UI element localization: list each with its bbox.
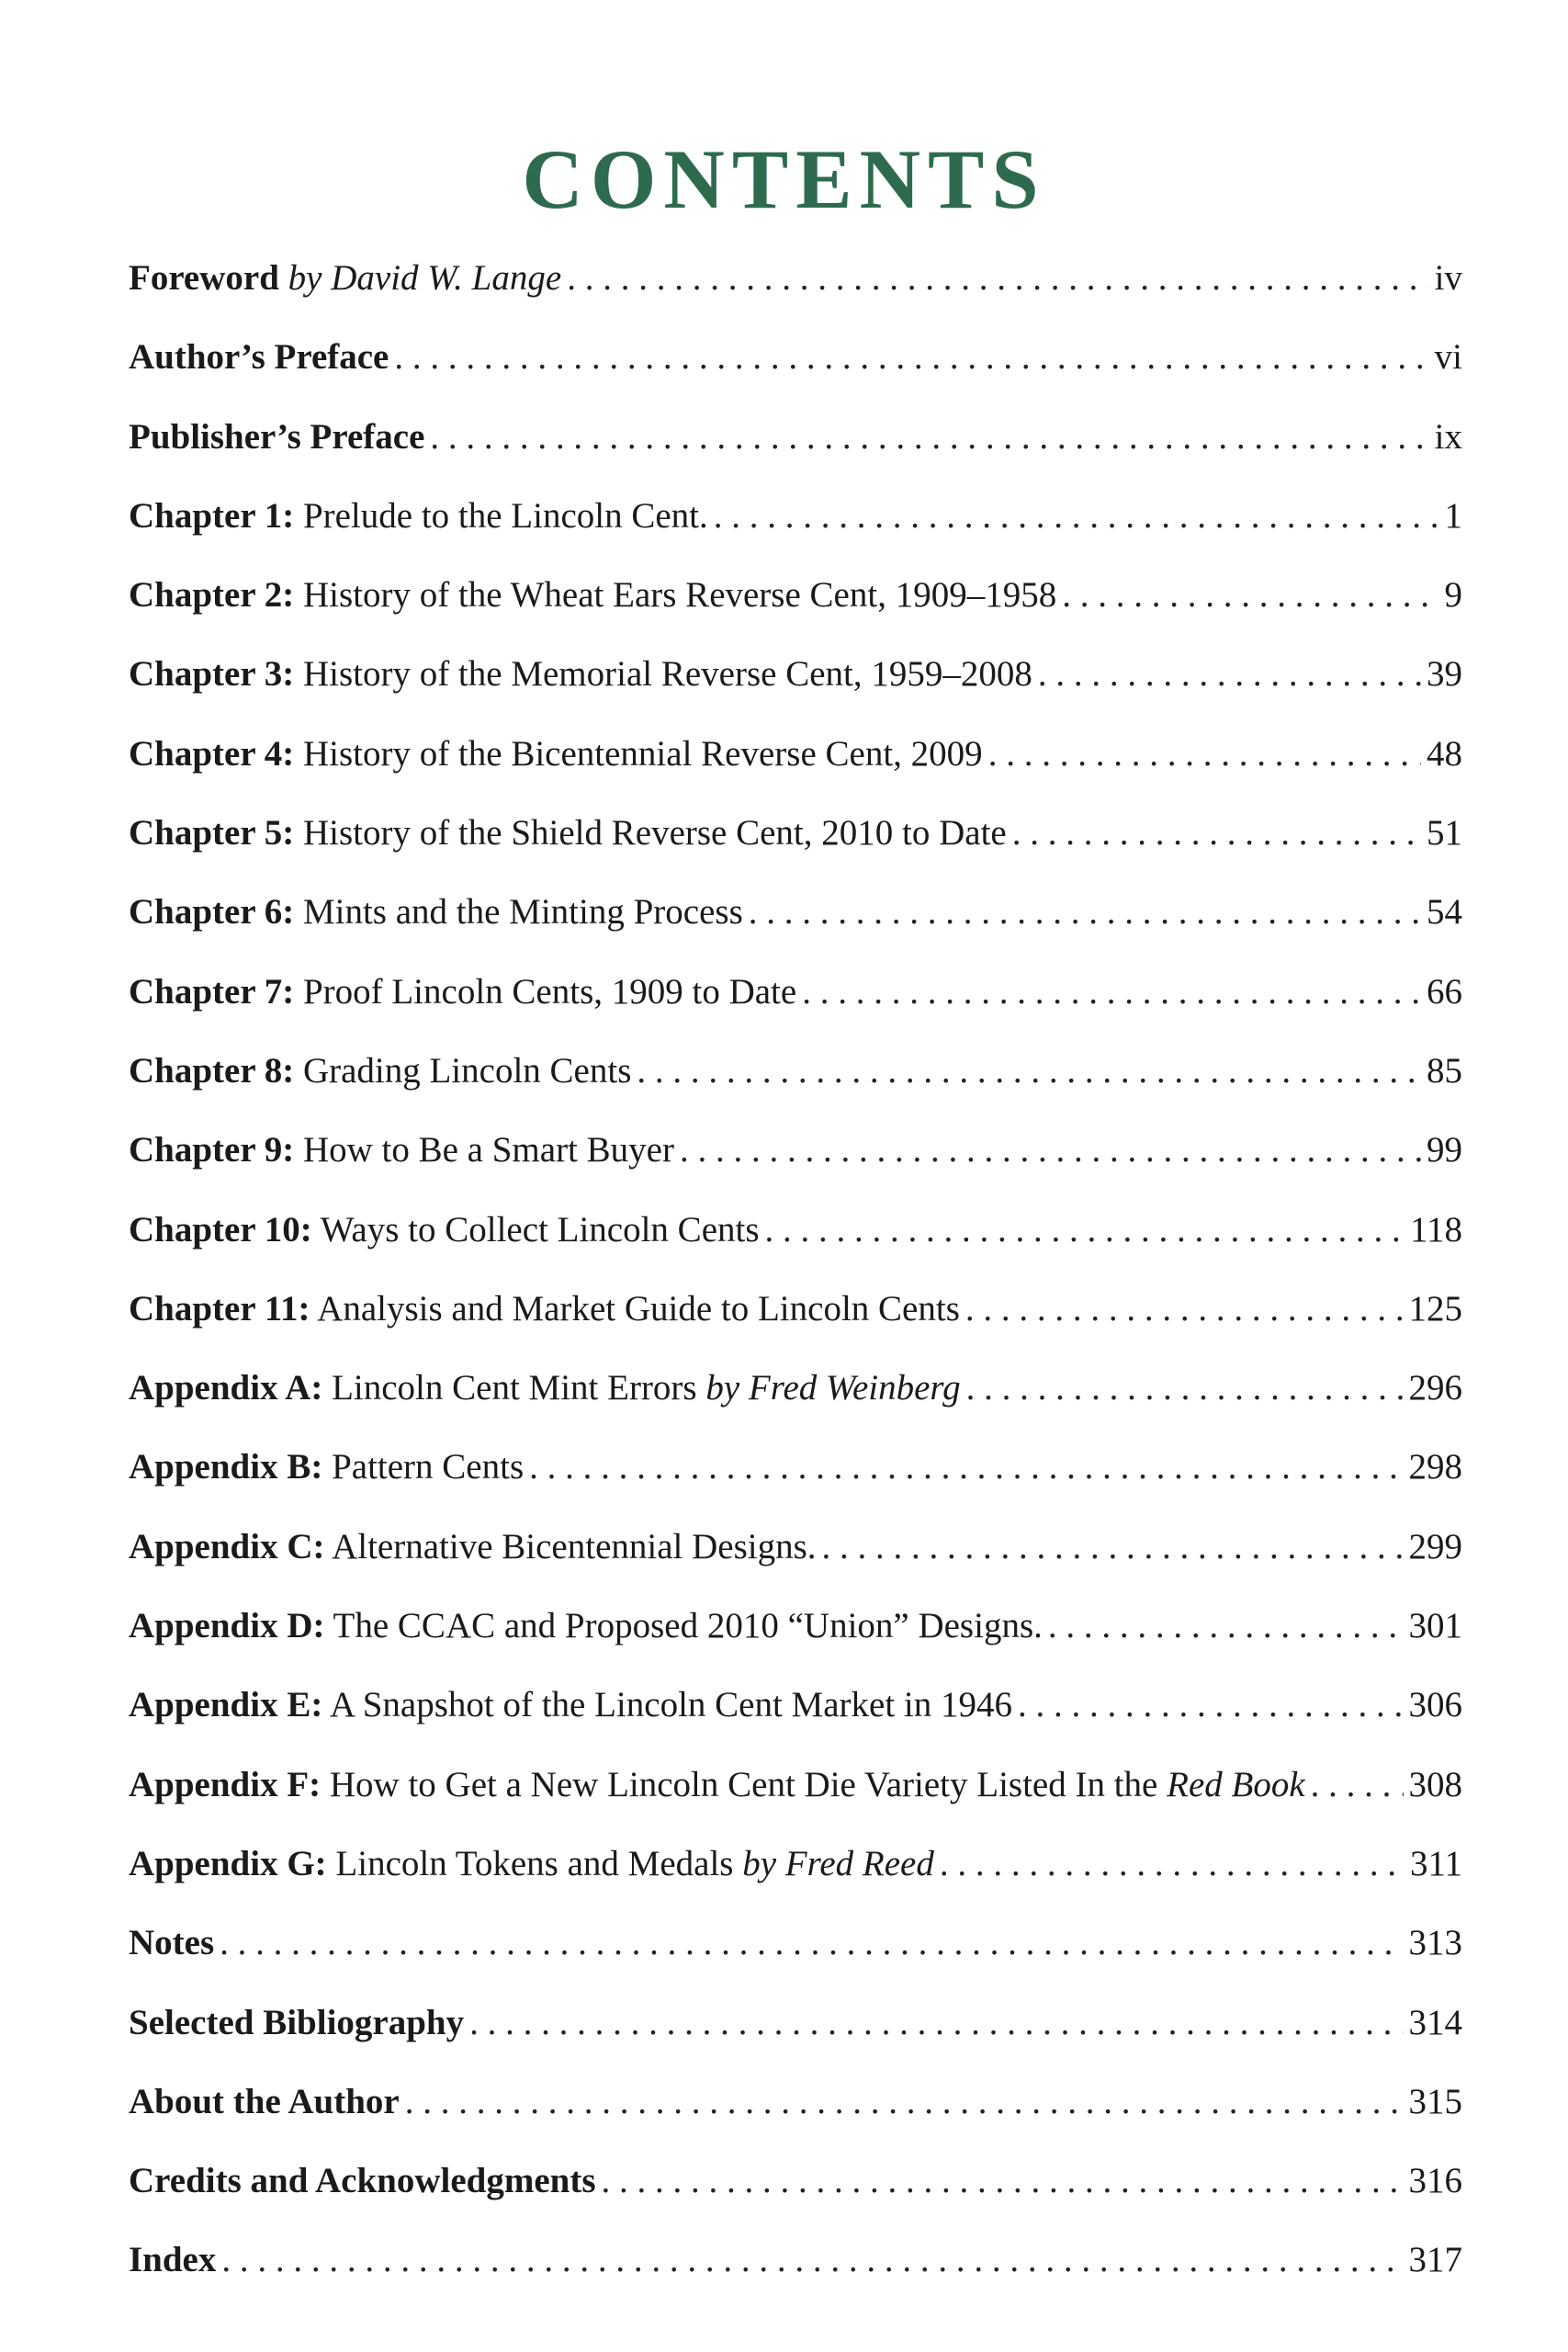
entry-title: Grading Lincoln Cents bbox=[302, 1050, 632, 1091]
toc-entry-appendix-b[interactable] bbox=[129, 1428, 1462, 1507]
entry-label: Appendix C: bbox=[129, 1526, 325, 1566]
entry-label: Appendix E: bbox=[129, 1685, 323, 1725]
entry-label: Chapter 8: bbox=[129, 1050, 295, 1091]
dot-leader bbox=[765, 1191, 1404, 1270]
entry-label: Publisher’s Preface bbox=[129, 416, 425, 457]
entry-page-number: 66 bbox=[1427, 971, 1462, 1012]
entry-page-number: 1 bbox=[1444, 495, 1462, 536]
entry-text bbox=[129, 953, 796, 1032]
toc-entry-appendix-f[interactable] bbox=[129, 1746, 1462, 1825]
entry-text bbox=[129, 1825, 934, 1904]
dot-leader bbox=[714, 477, 1439, 556]
entry-label: Chapter 4: bbox=[129, 733, 295, 774]
toc-entry-chapter-6[interactable] bbox=[129, 873, 1462, 952]
entry-text bbox=[129, 794, 1007, 873]
entry-page-number: 54 bbox=[1427, 892, 1462, 933]
entry-label: Chapter 6: bbox=[129, 892, 295, 933]
dot-leader bbox=[1311, 1746, 1404, 1825]
dot-leader bbox=[602, 2142, 1404, 2221]
toc-entry-appendix-d[interactable] bbox=[129, 1587, 1462, 1666]
toc-entry-chapter-4[interactable] bbox=[129, 715, 1462, 794]
toc-entry-chapter-2[interactable] bbox=[129, 556, 1462, 635]
entry-title: Mints and the Minting Process bbox=[302, 892, 743, 933]
dot-leader bbox=[394, 318, 1428, 397]
entry-page-number: iv bbox=[1434, 258, 1462, 298]
entry-title: History of the Wheat Ears Reverse Cent, 1909–1958 bbox=[302, 575, 1057, 616]
entry-text bbox=[129, 1904, 214, 1983]
entry-page-number: 51 bbox=[1427, 813, 1462, 854]
toc-entry-chapter-5[interactable] bbox=[129, 794, 1462, 873]
toc-entry-chapter-7[interactable] bbox=[129, 953, 1462, 1032]
toc-entry-chapter-9[interactable] bbox=[129, 1111, 1462, 1190]
toc-entry-authors-preface[interactable] bbox=[129, 318, 1462, 397]
entry-text bbox=[129, 715, 983, 794]
entry-text bbox=[129, 1191, 760, 1270]
entry-title: Proof Lincoln Cents, 1909 to Date bbox=[302, 971, 797, 1012]
entry-byline: by Fred Reed bbox=[742, 1843, 934, 1883]
entry-text bbox=[129, 1349, 961, 1428]
dot-leader bbox=[1018, 1666, 1403, 1745]
toc-entry-appendix-e[interactable] bbox=[129, 1666, 1462, 1745]
dot-leader bbox=[405, 2063, 1404, 2142]
entry-label: Chapter 2: bbox=[129, 575, 295, 616]
toc-entry-selected-bibliography[interactable] bbox=[129, 1984, 1462, 2063]
entry-label: Foreword bbox=[129, 258, 279, 298]
entry-page-number: 39 bbox=[1427, 654, 1462, 695]
entry-label: Appendix B: bbox=[129, 1447, 323, 1487]
entry-label: Author’s Preface bbox=[129, 337, 389, 378]
entry-text bbox=[129, 2142, 596, 2221]
entry-title: Lincoln Cent Mint Errors bbox=[332, 1368, 697, 1408]
dot-leader bbox=[965, 1270, 1404, 1349]
entry-page-number: 299 bbox=[1408, 1526, 1462, 1566]
entry-text bbox=[129, 318, 389, 397]
toc-entry-appendix-a[interactable] bbox=[129, 1349, 1462, 1428]
toc-entry-credits[interactable] bbox=[129, 2142, 1462, 2221]
entry-page-number: 296 bbox=[1408, 1368, 1462, 1408]
entry-label: Index bbox=[129, 2240, 217, 2280]
entry-label: Chapter 7: bbox=[129, 971, 295, 1012]
page-title: CONTENTS bbox=[522, 132, 1046, 226]
entry-byline: by Fred Weinberg bbox=[705, 1368, 961, 1408]
entry-title: Pattern Cents bbox=[332, 1447, 525, 1487]
entry-page-number: 314 bbox=[1408, 2002, 1462, 2042]
entry-title: The CCAC and Proposed 2010 “Union” Designs. bbox=[333, 1606, 1043, 1646]
entry-title: A Snapshot of the Lincoln Cent Market in 1946 bbox=[329, 1685, 1013, 1725]
toc-entry-appendix-g[interactable] bbox=[129, 1825, 1462, 1904]
entry-label: Notes bbox=[129, 1923, 215, 1963]
entry-page-number: 99 bbox=[1427, 1130, 1462, 1170]
entry-page-number: 317 bbox=[1408, 2240, 1462, 2280]
entry-text bbox=[129, 1032, 631, 1111]
toc-entry-publishers-preface[interactable] bbox=[129, 398, 1462, 477]
entry-title: Alternative Bicentennial Designs. bbox=[332, 1526, 817, 1566]
entry-page-number: 85 bbox=[1427, 1050, 1462, 1091]
entry-label: Chapter 5: bbox=[129, 813, 295, 854]
entry-text bbox=[129, 556, 1056, 635]
dot-leader bbox=[749, 873, 1421, 952]
entry-book-title: Red Book bbox=[1167, 1764, 1305, 1804]
dot-leader bbox=[567, 239, 1428, 318]
entry-label: Chapter 10: bbox=[129, 1209, 312, 1250]
entry-page-number: 308 bbox=[1408, 1764, 1462, 1804]
entry-title: History of the Memorial Reverse Cent, 1959–2008 bbox=[302, 654, 1032, 695]
entry-text bbox=[129, 1666, 1012, 1745]
entry-label: Chapter 3: bbox=[129, 654, 295, 695]
entry-label: Selected Bibliography bbox=[129, 2002, 465, 2042]
toc-entry-chapter-3[interactable] bbox=[129, 635, 1462, 714]
entry-page-number: 298 bbox=[1408, 1447, 1462, 1487]
entry-text bbox=[129, 2063, 400, 2142]
entry-label: Appendix G: bbox=[129, 1843, 327, 1883]
entry-page-number: 48 bbox=[1427, 733, 1462, 774]
entry-page-number: 316 bbox=[1408, 2161, 1462, 2201]
dot-leader bbox=[637, 1032, 1421, 1111]
toc-entry-chapter-8[interactable] bbox=[129, 1032, 1462, 1111]
toc-entry-about-the-author[interactable] bbox=[129, 2063, 1462, 2142]
dot-leader bbox=[822, 1508, 1404, 1587]
entry-text bbox=[129, 873, 743, 952]
dot-leader bbox=[966, 1349, 1404, 1428]
dot-leader bbox=[430, 398, 1428, 477]
entry-page-number: 301 bbox=[1408, 1606, 1462, 1646]
entry-page-number: ix bbox=[1434, 416, 1462, 457]
entry-label: Chapter 1: bbox=[129, 495, 295, 536]
entry-title: Lincoln Tokens and Medals bbox=[335, 1843, 734, 1883]
entry-page-number: 311 bbox=[1409, 1843, 1462, 1883]
entry-text bbox=[129, 477, 708, 556]
table-of-contents bbox=[129, 239, 1462, 2301]
toc-entry-notes[interactable] bbox=[129, 1904, 1462, 1983]
toc-entry-chapter-10[interactable] bbox=[129, 1191, 1462, 1270]
entry-label: About the Author bbox=[129, 2081, 400, 2121]
dot-leader bbox=[220, 1904, 1403, 1983]
dot-leader bbox=[1038, 635, 1421, 714]
entry-page-number: 313 bbox=[1408, 1923, 1462, 1963]
entry-text bbox=[129, 1984, 464, 2063]
entry-label: Chapter 9: bbox=[129, 1130, 295, 1170]
entry-text bbox=[129, 1270, 960, 1349]
entry-title: How to Get a New Lincoln Cent Die Variety Listed In the bbox=[329, 1764, 1158, 1804]
entry-page-number: 118 bbox=[1409, 1209, 1462, 1250]
entry-label: Chapter 11: bbox=[129, 1288, 310, 1329]
entry-label: Credits and Acknowledgments bbox=[129, 2161, 596, 2201]
dot-leader bbox=[221, 2221, 1403, 2300]
entry-text bbox=[129, 1587, 1043, 1666]
dot-leader bbox=[680, 1111, 1421, 1190]
entry-title: Analysis and Market Guide to Lincoln Cents bbox=[317, 1288, 960, 1329]
entry-title: History of the Shield Reverse Cent, 2010 to Date bbox=[302, 813, 1007, 854]
entry-text bbox=[129, 1111, 674, 1190]
entry-page-number: 315 bbox=[1408, 2081, 1462, 2121]
entry-text bbox=[129, 1508, 817, 1587]
entry-text bbox=[129, 398, 424, 477]
toc-entry-appendix-c[interactable] bbox=[129, 1508, 1462, 1587]
entry-text bbox=[129, 1746, 1305, 1825]
entry-text bbox=[129, 1428, 524, 1507]
dot-leader bbox=[469, 1984, 1403, 2063]
dot-leader bbox=[1012, 794, 1421, 873]
dot-leader bbox=[1048, 1587, 1404, 1666]
dot-leader bbox=[802, 953, 1421, 1032]
entry-title: Ways to Collect Lincoln Cents bbox=[320, 1209, 760, 1250]
entry-title: Prelude to the Lincoln Cent. bbox=[302, 495, 708, 536]
entry-text bbox=[129, 239, 561, 318]
dot-leader bbox=[1062, 556, 1438, 635]
toc-entry-foreword[interactable] bbox=[129, 239, 1462, 318]
dot-leader bbox=[529, 1428, 1403, 1507]
entry-page-number: vi bbox=[1434, 337, 1462, 378]
entry-page-number: 125 bbox=[1408, 1288, 1462, 1329]
entry-label: Appendix D: bbox=[129, 1606, 325, 1646]
toc-entry-index[interactable] bbox=[129, 2221, 1462, 2300]
dot-leader bbox=[988, 715, 1421, 794]
toc-entry-chapter-11[interactable] bbox=[129, 1270, 1462, 1349]
entry-byline: by David W. Lange bbox=[288, 258, 562, 298]
entry-page-number: 306 bbox=[1408, 1685, 1462, 1725]
entry-page-number: 9 bbox=[1444, 575, 1462, 616]
entry-label: Appendix A: bbox=[129, 1368, 323, 1408]
entry-text bbox=[129, 2221, 216, 2300]
entry-title: History of the Bicentennial Reverse Cent, 2009 bbox=[302, 733, 983, 774]
entry-text bbox=[129, 635, 1032, 714]
toc-entry-chapter-1[interactable] bbox=[129, 477, 1462, 556]
entry-title: How to Be a Smart Buyer bbox=[302, 1130, 674, 1170]
entry-label: Appendix F: bbox=[129, 1764, 321, 1804]
dot-leader bbox=[940, 1825, 1404, 1904]
